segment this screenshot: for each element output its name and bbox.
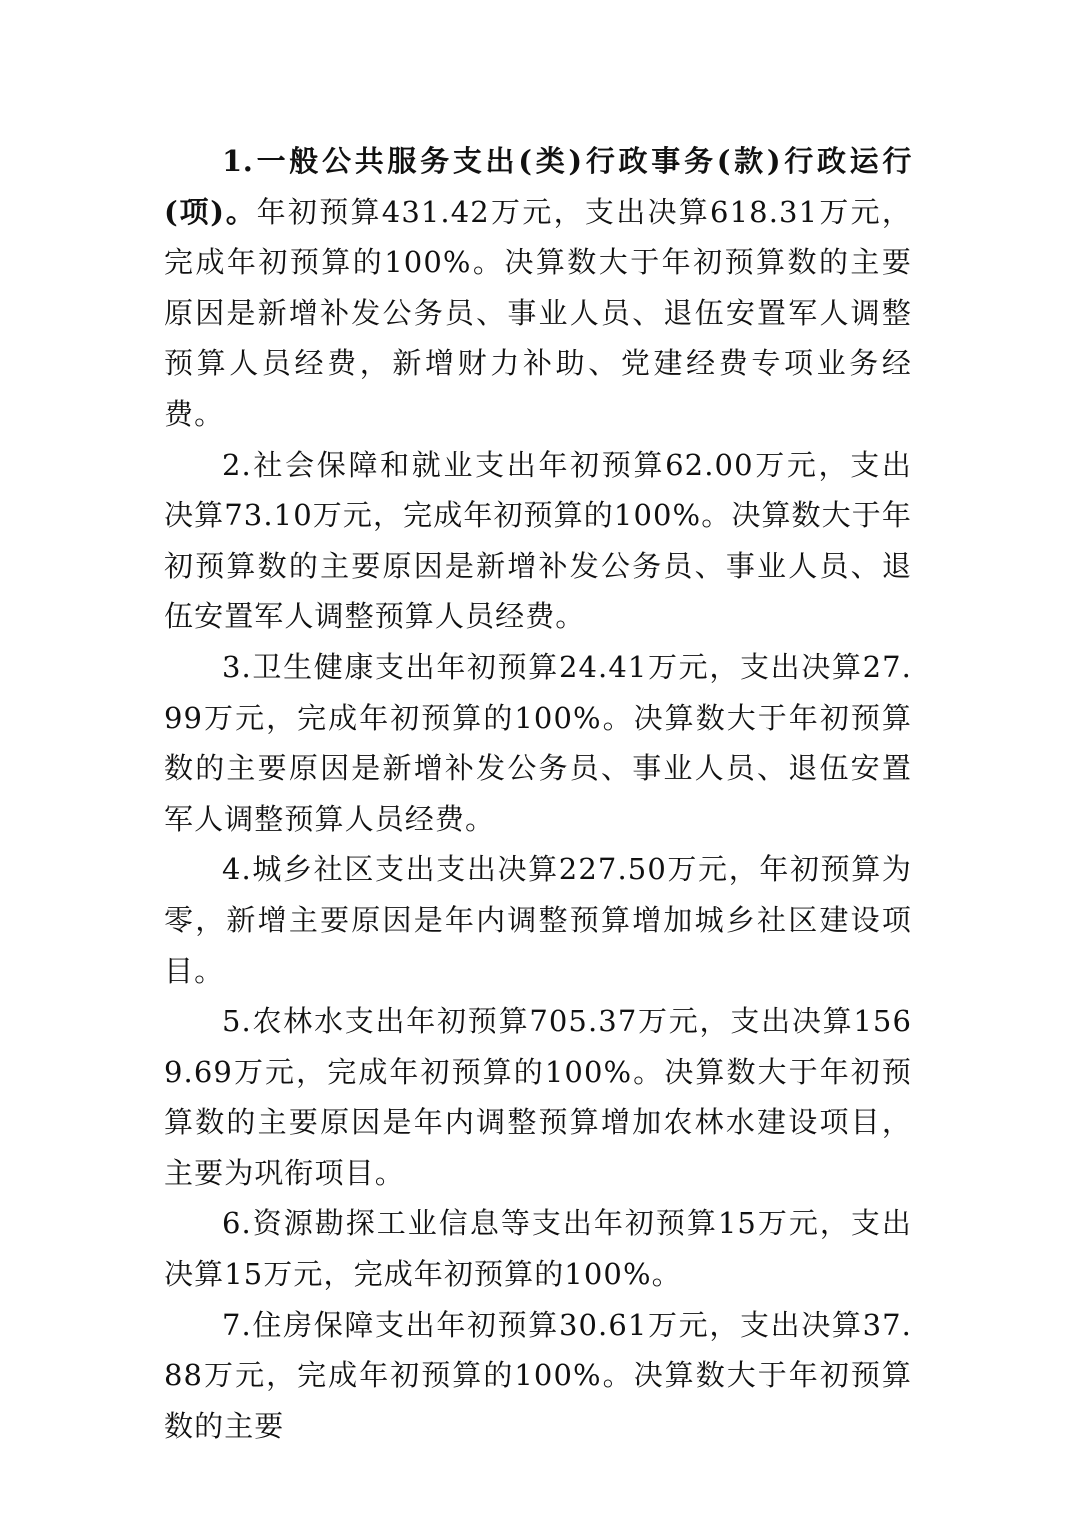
paragraph-1-text: 年初预算431.42万元，支出决算618.31万元，完成年初预算的100%。决算数大于年初预算数的主要原因是新增补发公务员、事业人员、退伍安置军人调整预算人员经费，新增财力补助、党建经费专项业务经费。 [164,194,913,431]
document-page [164,136,912,1451]
paragraph-7 [164,1300,912,1452]
paragraph-2 [164,440,912,642]
paragraph-2-text: 2.社会保障和就业支出年初预算62.00万元，支出决算73.10万元，完成年初预算的100%。决算数大于年初预算数的主要原因是新增补发公务员、事业人员、退伍安置军人调整预算人员经费。 [164,447,912,634]
paragraph-3 [164,642,912,844]
paragraph-5-text: 5.农林水支出年初预算705.37万元，支出决算1569.69万元，完成年初预算的100%。决算数大于年初预算数的主要原因是年内调整预算增加农林水建设项目，主要为巩衔项目。 [164,1004,912,1190]
paragraph-3-text: 3.卫生健康支出年初预算24.41万元，支出决算27.99万元，完成年初预算的100%。决算数大于年初预算数的主要原因是新增补发公务员、事业人员、退伍安置军人调整预算人员经费。 [164,649,912,836]
paragraph-7-text: 7.住房保障支出年初预算30.61万元，支出决算37.88万元，完成年初预算的100%。决算数大于年初预算数的主要 [164,1307,912,1443]
paragraph-1 [164,136,912,440]
paragraph-5 [164,996,912,1198]
paragraph-4-text: 4.城乡社区支出支出决算227.50万元，年初预算为零，新增主要原因是年内调整预算增加城乡社区建设项目。 [164,852,912,988]
paragraph-6 [164,1198,912,1299]
paragraph-4 [164,844,912,996]
paragraph-1-lead: 1.一般公共服务支出(类)行政事务(款)行政运行(项)。 [164,144,912,229]
paragraph-6-text: 6.资源勘探工业信息等支出年初预算15万元，支出决算15万元，完成年初预算的100%。 [164,1206,912,1292]
